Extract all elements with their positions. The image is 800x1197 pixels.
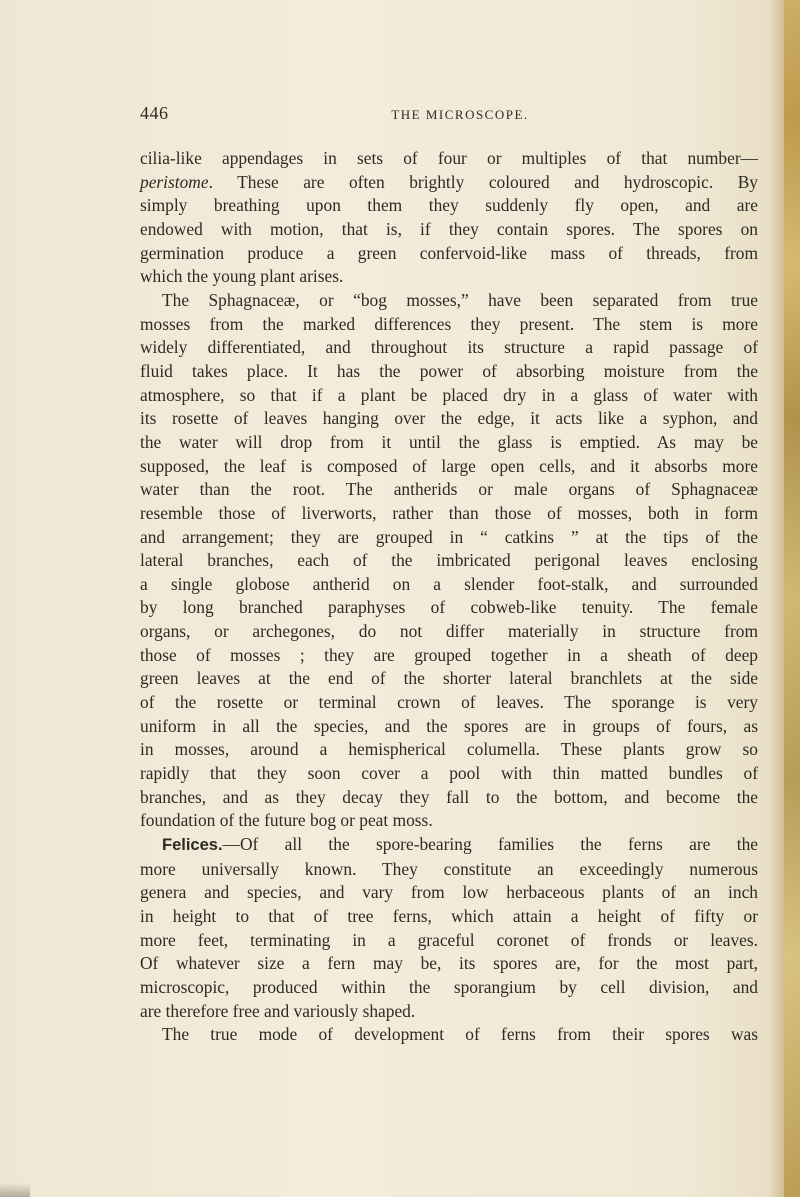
text-line: widely differentiated, and throughout its structure a rapid passage of bbox=[140, 337, 758, 358]
text-line: Of whatever size a fern may be, its spores are, for the most part, bbox=[140, 953, 758, 974]
text-line: in mosses, around a hemispherical columella. These plants grow so bbox=[140, 739, 758, 760]
text-line: those of mosses ; they are grouped together in a sheath of deep bbox=[140, 644, 758, 665]
text-line bbox=[140, 147, 758, 171]
text-line: resemble those of liverworts, rather than those of mosses, both in form bbox=[140, 502, 758, 523]
text-line: a single globose antherid on a slender foot-stalk, and surrounded bbox=[140, 573, 758, 594]
text-line: lateral branches, each of the imbricated perigonal leaves enclosing bbox=[140, 550, 758, 571]
page-header bbox=[140, 103, 760, 133]
text-line: microscopic, produced within the sporangium by cell division, and bbox=[140, 976, 758, 997]
running-head: THE MICROSCOPE. bbox=[391, 107, 529, 122]
italic-term-peristome: peristome bbox=[140, 171, 209, 192]
text-line: of the rosette or terminal crown of leaves. The sporange is very bbox=[140, 692, 758, 713]
text-line-part: cilia-like appendages in sets of four or multiples of that number— bbox=[140, 148, 758, 168]
text-line: atmosphere, so that if a plant be placed dry in a glass of water with bbox=[140, 384, 758, 405]
text-line: more feet, terminating in a graceful coronet of fronds or leaves. bbox=[140, 929, 758, 950]
body-text bbox=[140, 147, 758, 1047]
page-corner-shadow bbox=[0, 1183, 30, 1197]
page-edge-binding bbox=[784, 0, 800, 1197]
text-line: The Sphagnaceæ, or “bog mosses,” have been separated from true bbox=[162, 289, 758, 310]
text-line: simply breathing upon them they suddenly fly open, and are bbox=[140, 195, 758, 216]
text-line: endowed with motion, that is, if they contain spores. The spores on bbox=[140, 218, 758, 239]
text-line: by long branched paraphyses of cobweb-like tenuity. The female bbox=[140, 597, 758, 618]
page-number: 446 bbox=[140, 103, 169, 123]
text-line: fluid takes place. It has the power of absorbing moisture from the bbox=[140, 360, 758, 381]
text-line: and arrangement; they are grouped in “ catkins ” at the tips of the bbox=[140, 526, 758, 547]
text-line: its rosette of leaves hanging over the edge, it acts like a syphon, and bbox=[140, 408, 758, 429]
text-line bbox=[140, 833, 758, 858]
text-line: genera and species, and vary from low herbaceous plants of an inch bbox=[140, 882, 758, 903]
text-line: mosses from the marked differences they present. The stem is more bbox=[140, 313, 758, 334]
text-line: germination produce a green confervoid-like mass of threads, from bbox=[140, 242, 758, 263]
text-line: more universally known. They constitute an exceedingly numerous bbox=[140, 858, 758, 879]
text-line-rest: . These are often brightly coloured and hydroscopic. By bbox=[208, 171, 758, 192]
text-line: foundation of the future bog or peat moss. bbox=[140, 810, 433, 831]
text-line: water than the root. The antherids or male organs of Sphagnaceæ bbox=[140, 479, 758, 500]
text-line: branches, and as they decay they fall to the bottom, and become the bbox=[140, 786, 758, 807]
text-line-rest: —Of all the spore-bearing families the ferns are the bbox=[222, 834, 758, 855]
text-line: in height to that of tree ferns, which attain a height of fifty or bbox=[140, 906, 758, 926]
text-line: green leaves at the end of the shorter lateral branchlets at the side bbox=[140, 668, 758, 689]
text-line: supposed, the leaf is composed of large open cells, and it absorbs more bbox=[140, 455, 758, 476]
page-edge-shadow bbox=[770, 0, 784, 1197]
text-line: rapidly that they soon cover a pool with thin matted bundles of bbox=[140, 763, 758, 784]
text-line bbox=[140, 171, 758, 195]
text-line: uniform in all the species, and the spores are in groups of fours, as bbox=[140, 715, 758, 736]
section-heading-felices: Felices. bbox=[162, 836, 223, 855]
text-line: are therefore free and variously shaped. bbox=[140, 1000, 416, 1021]
text-line: The true mode of development of ferns from their spores was bbox=[162, 1024, 758, 1045]
text-line: which the young plant arises. bbox=[140, 266, 344, 287]
text-line: the water will drop from it until the glass is emptied. As may be bbox=[140, 431, 758, 452]
text-line: organs, or archegones, do not differ materially in structure from bbox=[140, 621, 758, 642]
